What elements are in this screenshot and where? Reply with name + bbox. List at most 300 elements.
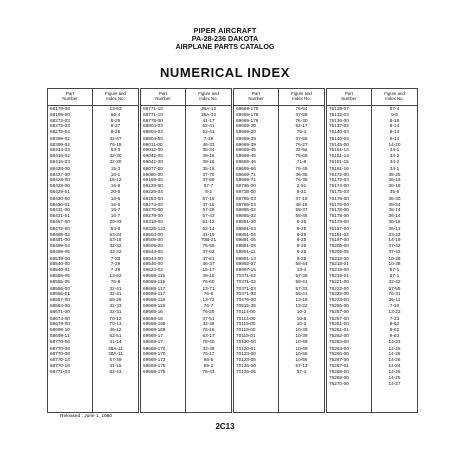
part-number: 69274-00 bbox=[143, 201, 163, 207]
part-number: 69042-00 bbox=[143, 153, 163, 159]
part-number: 76161-16 bbox=[329, 165, 349, 171]
part-number: 76140-04 bbox=[329, 135, 349, 141]
figure-index: 76-6 bbox=[203, 291, 214, 297]
part-number: 69669-20 bbox=[236, 129, 256, 134]
part-number: 69669-117 bbox=[143, 291, 166, 297]
part-number: 69669-169 bbox=[143, 327, 166, 333]
part-number: 76178-00 bbox=[329, 207, 349, 213]
part-number: 68770-08 bbox=[50, 351, 70, 357]
part-number: 76223-00 bbox=[329, 297, 349, 303]
part-number: 69012-00 bbox=[143, 147, 163, 153]
figure-index: 36-14 bbox=[388, 207, 401, 213]
figure-index: 10-39 bbox=[295, 327, 308, 333]
figure-index: 34-1 bbox=[389, 165, 400, 171]
figure-index: 37-61 bbox=[202, 255, 215, 261]
part-number: 68678-00 bbox=[50, 321, 70, 327]
figure-index: 16-7 bbox=[110, 213, 121, 219]
part-number: 76257-00 bbox=[329, 315, 349, 321]
figure-index: 36-13 bbox=[388, 225, 401, 231]
figure-index: 10-39 bbox=[295, 332, 308, 338]
part-number: 76132-03 bbox=[329, 111, 349, 117]
part-number: 68431-00 bbox=[50, 207, 70, 213]
part-number: 68557-00 bbox=[50, 297, 70, 303]
part-number: 68771-03 bbox=[50, 368, 70, 374]
figure-index: 9-5 bbox=[391, 111, 398, 117]
part-number: 68540-00 bbox=[50, 261, 70, 267]
part-number: 70119-00 bbox=[236, 327, 256, 333]
part-number: 69891-03 bbox=[236, 225, 256, 231]
figure-index: 14-25 bbox=[388, 375, 401, 381]
part-number: 68272-03 bbox=[50, 123, 70, 129]
part-number: 69785-03 bbox=[236, 201, 256, 207]
table-body bbox=[141, 106, 231, 413]
part-number: 69669-169 bbox=[143, 321, 166, 327]
index-table-2 bbox=[140, 88, 232, 413]
figure-index: 2-51 bbox=[296, 183, 307, 189]
part-number: 69011-00 bbox=[143, 141, 163, 147]
figure-index: 35-24 bbox=[388, 201, 401, 207]
figure-index: 36-35 bbox=[295, 171, 308, 177]
figure-index: 32-41 bbox=[109, 285, 122, 291]
part-number: 76176-00 bbox=[329, 195, 349, 201]
part-number: 76269-00 bbox=[329, 375, 349, 381]
part-number: 68770-18 bbox=[50, 362, 70, 368]
figure-index: 13-62 bbox=[109, 272, 122, 278]
part-number: 69042-00 bbox=[143, 158, 163, 164]
part-number-column bbox=[327, 106, 372, 413]
part-number: 69080-00 bbox=[143, 171, 163, 177]
part-number: 68491-00 bbox=[50, 237, 70, 243]
part-number: 69669-175 bbox=[143, 368, 166, 374]
figure-index: 16-6 bbox=[110, 195, 121, 201]
figure-index: 14-25 bbox=[388, 368, 401, 374]
part-number: 76218-00 bbox=[329, 255, 349, 261]
part-number: 69669-115 bbox=[143, 278, 166, 284]
part-number: 69229-00 bbox=[143, 183, 163, 189]
figure-index: 16-1 bbox=[110, 171, 121, 177]
figure-index: 14-20 bbox=[388, 141, 401, 147]
part-number: 69669-39 bbox=[236, 141, 256, 147]
figure-index: 53-18 bbox=[109, 237, 122, 243]
part-number: 68427-00 bbox=[50, 171, 70, 177]
part-number: 76267-00 bbox=[329, 357, 349, 362]
part-number: 76161-14 bbox=[329, 147, 349, 153]
part-number: 68770-14 bbox=[50, 357, 70, 362]
figure-index: 76-56 bbox=[202, 243, 215, 248]
figure-index: 37-51 bbox=[202, 315, 215, 321]
part-number: 69891-04 bbox=[236, 231, 256, 237]
figure-index: 36-11 bbox=[388, 297, 401, 303]
figure-index: 8-2 bbox=[205, 188, 212, 194]
figure-index: 10-49 bbox=[295, 345, 308, 351]
part-number: 68699-10 bbox=[50, 327, 70, 333]
figure-index: 7-10 bbox=[389, 302, 400, 308]
figure-index: 38A-12 bbox=[200, 111, 217, 117]
figure-index: 32-47 bbox=[109, 135, 122, 141]
part-number: 76161-14 bbox=[329, 153, 349, 159]
part-number: 70476-00 bbox=[236, 297, 256, 303]
figure-index: 32-30 bbox=[109, 158, 122, 164]
figure-index: 37-62 bbox=[202, 248, 215, 254]
part-number: 69891-13 bbox=[236, 255, 256, 261]
figure-index: 39-15 bbox=[202, 272, 215, 278]
part-number: 76257-00 bbox=[329, 308, 349, 314]
index-table-3 bbox=[233, 88, 325, 413]
figure-index-column bbox=[279, 106, 324, 413]
part-number: 69669-176 bbox=[236, 111, 259, 117]
figure-index: 57-4 bbox=[389, 106, 400, 111]
figure-index: 63-17 bbox=[202, 332, 215, 338]
part-number: 76268-00 bbox=[329, 368, 349, 374]
figure-index: 76-30 bbox=[295, 117, 308, 123]
part-number: 68429-01 bbox=[50, 188, 70, 194]
catalog-company: PIPER AIRCRAFT bbox=[193, 26, 257, 35]
figure-index: 8-19 bbox=[389, 117, 400, 123]
part-number: 76266-00 bbox=[329, 351, 349, 357]
part-number: 70371-03 bbox=[236, 291, 256, 297]
part-number: 69504-00 bbox=[143, 231, 163, 237]
figure-index: 9-14 bbox=[389, 135, 400, 141]
part-number: 69669-17 bbox=[143, 332, 163, 338]
figure-index: 13-4 bbox=[296, 267, 307, 273]
part-number: 70371-02 bbox=[236, 272, 256, 278]
figure-index: 13-22 bbox=[295, 302, 308, 308]
part-number: 69669-170 bbox=[143, 351, 166, 357]
part-number: 68272-03 bbox=[50, 117, 70, 123]
part-number: 69738-00 bbox=[236, 188, 256, 194]
part-number: 68428-00 bbox=[50, 177, 70, 183]
part-number: 69891-00 bbox=[236, 218, 256, 224]
figure-index: 8-25 bbox=[110, 117, 121, 123]
part-number: 76136-00 bbox=[329, 117, 349, 123]
part-number: 68428-00 bbox=[50, 165, 70, 171]
figure-index: 10-38 bbox=[388, 261, 401, 267]
figure-index: 36-19 bbox=[388, 177, 401, 183]
part-number: 69253-00 bbox=[143, 195, 163, 201]
figure-index-header: Figure and Index No. bbox=[384, 91, 405, 101]
figure-index: 76-31 bbox=[388, 291, 401, 297]
figure-index: 38A-12 bbox=[200, 106, 217, 111]
table-body bbox=[234, 106, 324, 413]
part-number: 68414-03 bbox=[50, 147, 70, 153]
part-number: 68804-03 bbox=[143, 123, 163, 129]
figure-index: 16-6 bbox=[110, 201, 121, 207]
part-number: 70371-03 bbox=[236, 285, 256, 291]
figure-index: 51-12 bbox=[202, 218, 215, 224]
figure-index: 35-16 bbox=[202, 165, 215, 171]
figure-index: 32-30 bbox=[109, 153, 122, 159]
part-number: 68778-00 bbox=[143, 117, 163, 123]
part-number-column bbox=[48, 106, 93, 413]
figure-index: 9-25 bbox=[296, 255, 307, 261]
part-number: 69891-11 bbox=[236, 248, 256, 254]
part-number: 70515-35 bbox=[236, 302, 256, 308]
figure-index: 70-12 bbox=[109, 315, 122, 321]
part-number: 76205-05 bbox=[329, 248, 349, 254]
figure-index: 76-16 bbox=[202, 327, 215, 333]
figure-index: 76-54 bbox=[295, 106, 308, 111]
figure-index: 7-29 bbox=[110, 267, 121, 273]
part-number: 76172-00 bbox=[329, 171, 349, 177]
figure-index: 37-18 bbox=[295, 195, 308, 201]
figure-index: 10-8 bbox=[296, 315, 307, 321]
part-number: 68399-02 bbox=[50, 135, 70, 141]
part-number: 76263-00 bbox=[329, 338, 349, 344]
figure-index: 41-16 bbox=[202, 231, 215, 237]
part-number: 70114-00 bbox=[236, 308, 256, 314]
figure-index: 37-42 bbox=[388, 248, 401, 254]
figure-index: 57-1 bbox=[389, 267, 400, 273]
part-number: 70371-02 bbox=[236, 278, 256, 284]
part-number: 68699-11 bbox=[50, 332, 70, 338]
part-number: 68671-00 bbox=[50, 308, 70, 314]
part-number: 68804-50 bbox=[143, 135, 163, 141]
figure-index: 32-41 bbox=[109, 291, 122, 297]
part-number: 69669-46 bbox=[236, 158, 256, 164]
figure-index: 34-2 bbox=[389, 158, 400, 164]
part-number: 76221-00 bbox=[329, 278, 349, 284]
figure-index: 32-42 bbox=[388, 278, 401, 284]
part-number: 69669-117 bbox=[143, 285, 166, 291]
figure-index-header: Figure and Index No. bbox=[291, 91, 312, 101]
figure-index: 57-39 bbox=[109, 357, 122, 362]
figure-index: 53-3 bbox=[110, 147, 121, 153]
part-number: 68804-03 bbox=[143, 129, 163, 134]
part-number: 69624-02 bbox=[143, 267, 163, 273]
figure-index: 36-18 bbox=[388, 183, 401, 189]
figure-index: 41-14 bbox=[109, 338, 122, 344]
catalog-model: PA-28-236 DAKOTA bbox=[191, 34, 259, 43]
part-number: 76222-00 bbox=[329, 285, 349, 291]
figure-index: 76-8 bbox=[110, 278, 121, 284]
part-number: 68674-00 bbox=[50, 315, 70, 321]
figure-index: 10-3 bbox=[296, 321, 307, 327]
figure-index: 76-25 bbox=[202, 308, 215, 314]
part-number: 68771-10 bbox=[143, 106, 163, 111]
table-header bbox=[234, 89, 324, 106]
figure-index: 13-22 bbox=[388, 308, 401, 314]
figure-index: 62-41 bbox=[202, 123, 215, 129]
figure-index: 14-27 bbox=[388, 381, 401, 387]
part-number: 76262-00 bbox=[329, 332, 349, 338]
part-number: 69546-00 bbox=[143, 261, 163, 267]
part-number: 76176-00 bbox=[329, 201, 349, 207]
figure-index: 62-51 bbox=[109, 332, 122, 338]
figure-index: 29-33 bbox=[109, 218, 122, 224]
part-number: 76255-00 bbox=[329, 302, 349, 308]
figure-index: 9-62 bbox=[389, 327, 400, 333]
figure-index-column bbox=[93, 106, 138, 413]
figure-index: 76-27 bbox=[295, 141, 308, 147]
part-number: 69669-118 bbox=[143, 302, 166, 308]
part-number: 69885-02 bbox=[236, 207, 256, 213]
figure-index: 9-25 bbox=[296, 218, 307, 224]
part-number: 76197-00 bbox=[329, 237, 349, 243]
part-number: 76219-00 bbox=[329, 267, 349, 273]
part-number: 68770-06 bbox=[50, 338, 70, 344]
figure-index: 9-25 bbox=[296, 248, 307, 254]
figure-index: 9-21 bbox=[296, 188, 307, 194]
part-number: 69885-02 bbox=[236, 213, 256, 219]
figure-index: 9-25 bbox=[296, 231, 307, 237]
part-number: 69279-00 bbox=[143, 213, 163, 219]
figure-index: 14-26 bbox=[388, 357, 401, 362]
page-number: 2C13 bbox=[215, 422, 235, 431]
part-number: 69544-00 bbox=[143, 255, 163, 261]
part-number: 76187-00 bbox=[329, 225, 349, 231]
figure-index: 32-33 bbox=[109, 302, 122, 308]
part-number-header: Part Number bbox=[141, 89, 186, 105]
figure-index: 32-5a bbox=[295, 147, 308, 153]
table-header bbox=[48, 89, 138, 106]
figure-index: 39-16 bbox=[202, 153, 215, 159]
figure-index: 41-17 bbox=[202, 117, 215, 123]
part-number: 69669-16 bbox=[143, 308, 163, 314]
figure-index: 57-59 bbox=[388, 285, 401, 291]
part-number: 69325-122 bbox=[143, 225, 166, 231]
index-table-4 bbox=[326, 88, 418, 413]
figure-index: 38A-11 bbox=[108, 351, 123, 357]
figure-index: 32-32 bbox=[109, 243, 122, 248]
part-number: 68198-00 bbox=[50, 111, 70, 117]
part-number: 69229-04 bbox=[143, 188, 163, 194]
part-number: 69669-66 bbox=[236, 165, 256, 171]
figure-index: 57-1 bbox=[389, 272, 400, 278]
figure-index: 13-72 bbox=[202, 297, 215, 303]
part-number-column bbox=[234, 106, 279, 413]
figure-index: 14-24 bbox=[388, 362, 401, 368]
part-number: 69669-115 bbox=[143, 272, 166, 278]
figure-index: 10-55 bbox=[295, 351, 308, 357]
part-number: 69669-39 bbox=[236, 135, 256, 141]
figure-index: 36-15 bbox=[388, 218, 401, 224]
part-number: 76261-01 bbox=[329, 327, 349, 333]
figure-index: 66-4 bbox=[110, 111, 121, 117]
part-number: 69997-15 bbox=[236, 267, 256, 273]
table-body bbox=[327, 106, 417, 413]
part-number: 68179-08 bbox=[50, 106, 70, 111]
figure-index: 35-25 bbox=[388, 171, 401, 177]
part-number: 68431-01 bbox=[50, 213, 70, 219]
part-number: 76191-02 bbox=[329, 231, 349, 237]
part-number: 69169-00 bbox=[143, 177, 163, 183]
part-number: 69669-118 bbox=[143, 297, 166, 303]
figure-index: 9-25 bbox=[296, 225, 307, 231]
figure-index: 35-6 bbox=[389, 188, 400, 194]
figure-index: 13-71 bbox=[202, 285, 215, 291]
part-number: 68771-10 bbox=[143, 111, 163, 117]
figure-index: 37-55 bbox=[295, 135, 308, 141]
table-header bbox=[141, 89, 231, 106]
figure-index: 10-38 bbox=[388, 255, 401, 261]
figure-index: 10-55 bbox=[295, 357, 308, 362]
part-number: 76140-03 bbox=[329, 129, 349, 134]
figure-index: 69-2 bbox=[203, 362, 214, 368]
figure-index: 13-53 bbox=[109, 106, 122, 111]
part-number: 76261-00 bbox=[329, 321, 349, 327]
figure-index: 33-22 bbox=[388, 231, 401, 237]
figure-index: 14-25 bbox=[388, 345, 401, 351]
part-number: 68416-03 bbox=[50, 158, 70, 164]
figure-index: 36-14 bbox=[388, 213, 401, 219]
figure-index: 55-26 bbox=[109, 297, 122, 303]
figure-index: 34-2 bbox=[389, 153, 400, 159]
figure-index: 8-14 bbox=[389, 123, 400, 129]
part-number: 68428-00 bbox=[50, 183, 70, 189]
figure-index: 10-49 bbox=[295, 338, 308, 344]
part-number: 69736-00 bbox=[236, 183, 256, 189]
figure-index: 48-16 bbox=[295, 201, 308, 207]
index-table-1 bbox=[47, 88, 139, 413]
part-number: 69669-16 bbox=[143, 315, 163, 321]
part-number: 69318-00 bbox=[143, 218, 163, 224]
part-number: 69275-00 bbox=[143, 207, 163, 213]
part-number: 68467-00 bbox=[50, 218, 70, 224]
figure-index: 14-26 bbox=[388, 351, 401, 357]
part-number: 68770-08 bbox=[50, 345, 70, 351]
figure-index: 57-36 bbox=[295, 272, 308, 278]
part-number: 76175-03 bbox=[329, 188, 349, 194]
figure-index: 7-19 bbox=[203, 135, 214, 141]
part-number: 69669-45 bbox=[236, 147, 256, 153]
figure-index-column bbox=[372, 106, 417, 413]
release-date: Released : June 1, 1980 bbox=[60, 414, 113, 419]
part-number: 76178-00 bbox=[329, 218, 349, 224]
figure-index: 70-13 bbox=[109, 321, 122, 327]
part-number: 76270-00 bbox=[329, 381, 349, 387]
part-number-header: Part Number bbox=[327, 89, 372, 105]
part-number: 68416-02 bbox=[50, 153, 70, 159]
part-number: 69992-07 bbox=[236, 261, 256, 267]
figure-index: 32-31 bbox=[109, 308, 122, 314]
part-number: 69669-17 bbox=[143, 338, 163, 344]
figure-index-column bbox=[186, 106, 231, 413]
figure-index: 37-15 bbox=[202, 201, 215, 207]
figure-index: 66-5 bbox=[203, 357, 214, 362]
part-number: 76218-01 bbox=[329, 261, 349, 267]
part-number: 76219-01 bbox=[329, 272, 349, 278]
part-number: 69669-45 bbox=[236, 153, 256, 159]
figure-index: 62-17 bbox=[295, 123, 308, 129]
part-number: 69669-20 bbox=[236, 123, 256, 129]
figure-index: 58-44 bbox=[295, 261, 308, 267]
part-number: 76267-01 bbox=[329, 362, 349, 368]
figure-index: 76-17 bbox=[202, 351, 215, 357]
figure-index: 57-4 bbox=[296, 368, 307, 374]
figure-index: 71-8 bbox=[296, 158, 307, 164]
part-number: 76129-07 bbox=[329, 106, 349, 111]
part-number: 76178-00 bbox=[329, 213, 349, 219]
part-number: 69669-175 bbox=[236, 106, 259, 111]
part-number: 76172-03 bbox=[329, 177, 349, 183]
part-number: 76161-15 bbox=[329, 158, 349, 164]
figure-index: 34-1 bbox=[389, 147, 400, 153]
part-number: 68540-01 bbox=[50, 267, 70, 273]
figure-index: 62-43 bbox=[109, 368, 122, 374]
figure-index-header: Figure and Index No. bbox=[198, 91, 219, 101]
part-number: 70120-01 bbox=[236, 345, 256, 351]
figure-index: 13-19 bbox=[295, 297, 308, 303]
part-number: 76222-00 bbox=[329, 291, 349, 297]
part-number: 70114-00 bbox=[236, 315, 256, 321]
part-number: 76264-00 bbox=[329, 345, 349, 351]
figure-index: 57-13 bbox=[295, 362, 308, 368]
figure-index: 57-29 bbox=[202, 207, 215, 213]
figure-index-header: Figure and Index No. bbox=[105, 91, 126, 101]
figure-index: 76-45 bbox=[295, 165, 308, 171]
figure-index: 16-7 bbox=[110, 207, 121, 213]
part-number: 70120-00 bbox=[236, 338, 256, 344]
